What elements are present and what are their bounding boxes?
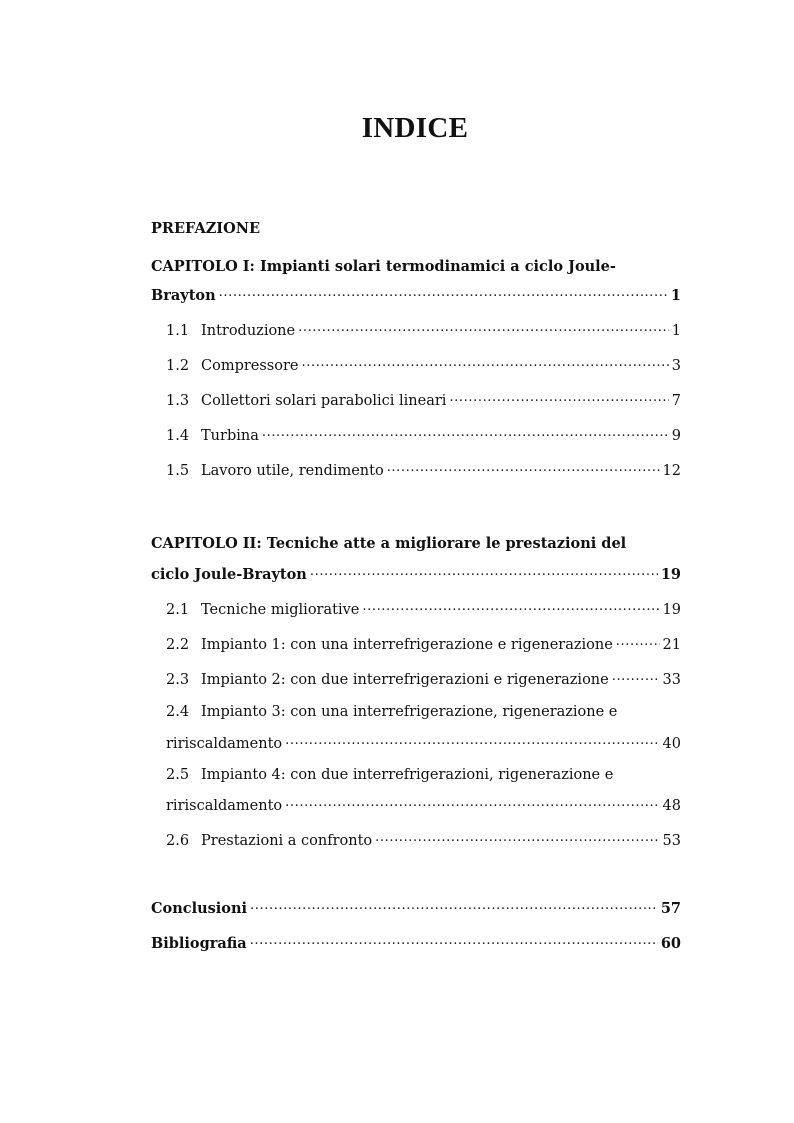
section-number: 1.5 xyxy=(166,463,190,479)
toc-section-2-1 xyxy=(166,597,681,619)
section-label: Lavoro utile, rendimento xyxy=(201,463,384,479)
section-number: 1.2 xyxy=(166,358,190,374)
section-number: 2.2 xyxy=(166,637,190,653)
leader-dots xyxy=(616,632,660,649)
toc-section-2-5-line1 xyxy=(166,767,613,783)
section-label: Tecniche migliorative xyxy=(201,602,360,618)
section-number: 1.4 xyxy=(166,428,190,444)
toc-section-2-4 xyxy=(166,731,681,753)
toc-section-1-5 xyxy=(166,458,681,480)
leader-dots xyxy=(612,667,660,684)
toc-chapter-2-page: 19 xyxy=(660,566,681,583)
section-page: 3 xyxy=(671,358,681,374)
leader-dots xyxy=(387,458,660,475)
toc-chapter-1-page: 1 xyxy=(670,287,681,304)
section-page: 7 xyxy=(671,393,681,409)
leader-dots xyxy=(262,423,669,440)
section-label: Prestazioni a confronto xyxy=(201,833,373,849)
section-page: 40 xyxy=(662,736,681,752)
section-label: Collettori solari parabolici lineari xyxy=(201,393,447,409)
leader-dots xyxy=(250,896,658,913)
section-page: 21 xyxy=(662,637,681,653)
toc-section-2-2 xyxy=(166,632,681,654)
toc-chapter-2-line1: CAPITOLO II: Tecniche atte a migliorare le prestazioni del xyxy=(151,535,627,552)
bibliography-page: 60 xyxy=(660,935,681,952)
section-label: Impianto 4: con due interrefrigerazioni, rigenerazione e xyxy=(201,767,614,783)
toc-bibliography xyxy=(151,931,681,953)
bibliography-label: Bibliografia xyxy=(151,935,247,952)
section-label: Impianto 3: con una interrefrigerazione, rigenerazione e xyxy=(201,704,618,720)
toc-section-1-2 xyxy=(166,353,681,375)
section-number: 2.3 xyxy=(166,672,190,688)
section-label: Introduzione xyxy=(201,323,296,339)
section-page: 33 xyxy=(662,672,681,688)
toc-section-2-5 xyxy=(166,793,681,815)
section-label: Impianto 2: con due interrefrigerazioni e rigenerazione xyxy=(201,672,609,688)
toc-chapter-1 xyxy=(151,283,681,305)
section-page: 48 xyxy=(662,798,681,814)
leader-dots xyxy=(285,793,659,810)
section-label-continued: ririscaldamento xyxy=(166,798,283,814)
conclusions-page: 57 xyxy=(660,900,681,917)
toc-section-1-3 xyxy=(166,388,681,410)
toc-chapter-1-line2: Brayton xyxy=(151,287,216,304)
toc-section-1-4 xyxy=(166,423,681,445)
toc-chapter-2-line2: ciclo Joule-Brayton xyxy=(151,566,307,583)
leader-dots xyxy=(219,283,668,300)
section-number: 2.4 xyxy=(166,704,190,720)
section-label: Impianto 1: con una interrefrigerazione e rigenerazione xyxy=(201,637,613,653)
section-page: 53 xyxy=(662,833,681,849)
leader-dots xyxy=(362,597,659,614)
leader-dots xyxy=(298,318,669,335)
toc-chapter-2 xyxy=(151,562,681,584)
conclusions-label: Conclusioni xyxy=(151,900,248,917)
section-page: 9 xyxy=(671,428,681,444)
section-label: Compressore xyxy=(201,358,299,374)
leader-dots xyxy=(375,828,659,845)
section-number: 2.6 xyxy=(166,833,190,849)
toc-section-1-1 xyxy=(166,318,681,340)
leader-dots xyxy=(302,353,669,370)
section-number: 1.3 xyxy=(166,393,190,409)
section-number: 2.1 xyxy=(166,602,190,618)
section-page: 19 xyxy=(662,602,681,618)
toc-preface: PREFAZIONE xyxy=(151,220,261,237)
section-number: 1.1 xyxy=(166,323,190,339)
page-title: INDICE xyxy=(361,112,469,144)
section-page: 12 xyxy=(662,463,681,479)
section-number: 2.5 xyxy=(166,767,190,783)
toc-conclusions xyxy=(151,896,681,918)
leader-dots xyxy=(250,931,658,948)
leader-dots xyxy=(449,388,668,405)
section-label-continued: ririscaldamento xyxy=(166,736,283,752)
toc-section-2-4-line1 xyxy=(166,704,617,720)
leader-dots xyxy=(285,731,659,748)
toc-chapter-1-line1: CAPITOLO I: Impianti solari termodinamici a ciclo Joule- xyxy=(151,258,616,275)
toc-section-2-3 xyxy=(166,667,681,689)
section-label: Turbina xyxy=(201,428,259,444)
toc-section-2-6 xyxy=(166,828,681,850)
leader-dots xyxy=(310,562,658,579)
section-page: 1 xyxy=(671,323,681,339)
